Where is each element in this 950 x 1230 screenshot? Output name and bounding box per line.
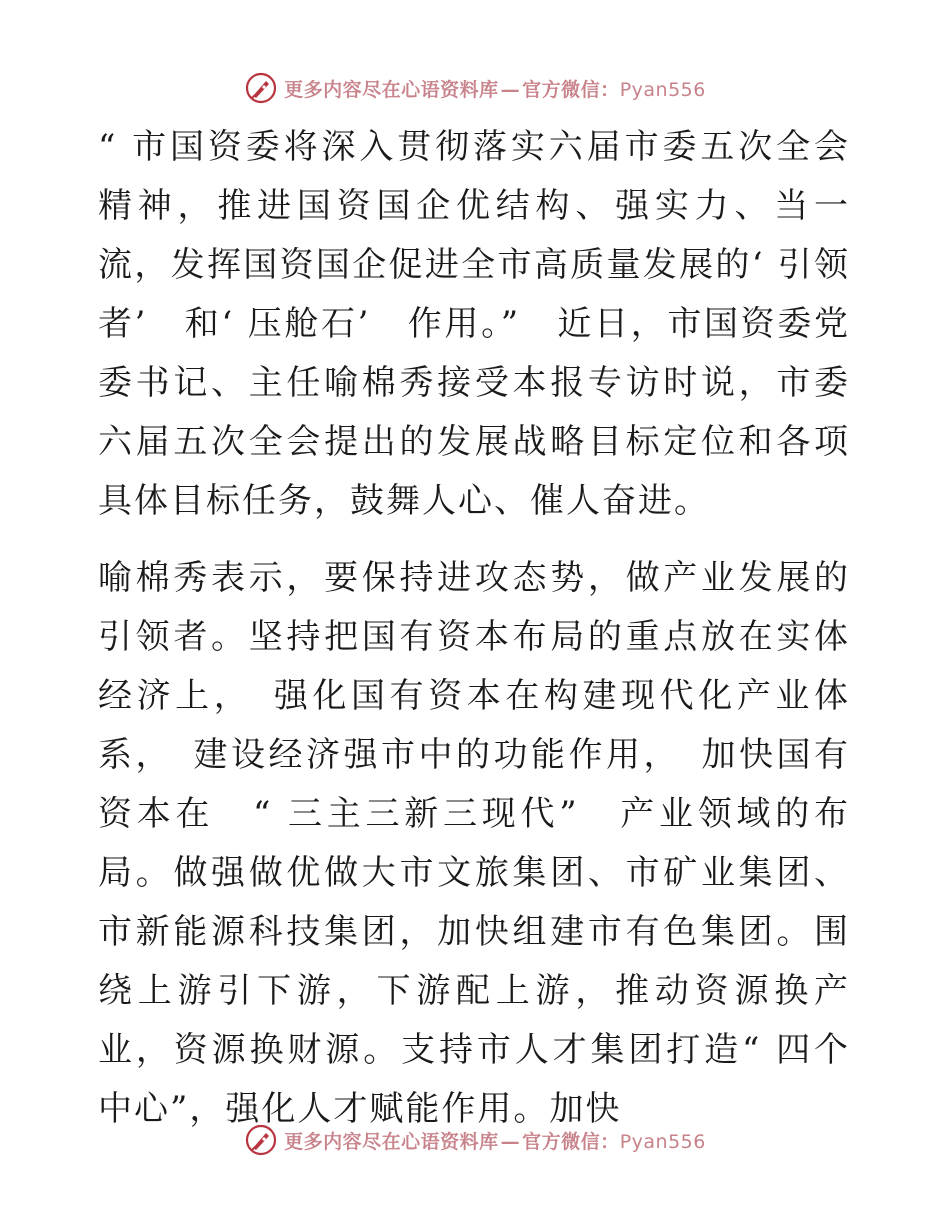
watermark-dash: — <box>500 1130 521 1153</box>
watermark-wechat-handle: Pyan556 <box>619 78 706 101</box>
pen-nib-icon <box>244 71 278 105</box>
paragraph-1: “ 市国资委将深入贯彻落实六届市委五次全会精神，推进国资国企优结构、强实力、当一流，发挥国资国企促进全市高质量发展的‘ 引领者’ 和‘ 压舱石’ 作用。” 近日，市国资委党委书记、主任喻棉秀接受本报专访时说，市委六届五次全会提出的发展战略目标定位和各项具体目标任务，鼓舞人心、催人奋进。 <box>98 127 850 521</box>
footer-watermark <box>0 1120 950 1160</box>
header-watermark <box>0 68 950 108</box>
watermark-wechat-label: 官方微信： <box>522 78 620 101</box>
paragraph-2: 喻棉秀表示，要保持进攻态势，做产业发展的引领者。坚持把国有资本布局的重点放在实体经济上， 强化国有资本在构建现代化产业体系， 建设经济强市中的功能作用， 加快国有资本在 “ 三主三新三现代” 产业领域的布局。做强做优做大市文旅集团、市矿业集团、市新能源科技集团，加快组建市有色集团。围绕上游引下游，下游配上游，推动资源换产业，资源换财源。支持市人才集团打造“ 四个中心”，强化人才赋能作用。加快 <box>98 558 850 1129</box>
watermark-text <box>284 75 706 102</box>
document-body <box>98 118 850 1139</box>
watermark-main-text: 更多内容尽在心语资料库 <box>284 78 499 101</box>
watermark-text <box>284 1127 706 1154</box>
watermark-wechat-handle: Pyan556 <box>619 1130 706 1153</box>
pen-nib-icon <box>244 1123 278 1157</box>
watermark-main-text: 更多内容尽在心语资料库 <box>284 1130 499 1153</box>
watermark-wechat-label: 官方微信： <box>522 1130 620 1153</box>
watermark-dash: — <box>500 78 521 101</box>
